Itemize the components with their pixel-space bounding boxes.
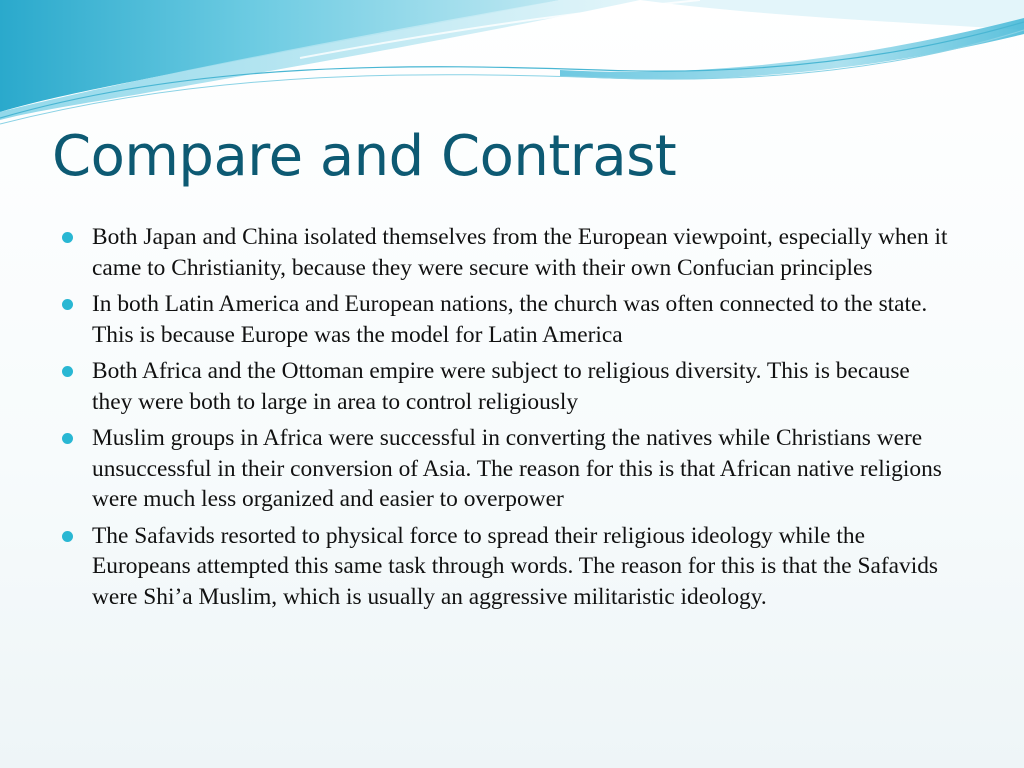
bullet-text: Both Japan and China isolated themselves from the European viewpoint, especially when it came to Christianity, because they were secure with their own Confucian principles	[92, 224, 948, 281]
slide-title: Compare and Contrast	[52, 124, 677, 189]
bullet-item	[60, 222, 955, 283]
bullet-item	[60, 521, 955, 613]
bullet-item	[60, 423, 955, 515]
bullet-text: Both Africa and the Ottoman empire were subject to religious diversity. This is because they were both to large in area to control religiously	[92, 358, 910, 415]
bullet-dot-icon	[62, 366, 73, 377]
bullet-dot-icon	[62, 232, 73, 243]
wave-band-right	[640, 0, 1024, 30]
bullet-text: The Safavids resorted to physical force to spread their religious ideology while the Europeans attempted this same task through words. The reason for this is that the Safavids were Shi’a Muslim, which is usually an aggressive militaristic ideology.	[92, 522, 939, 610]
bullet-item	[60, 289, 955, 350]
bullet-dot-icon	[62, 433, 73, 444]
bullet-text: In both Latin America and European nations, the church was often connected to the state. This is because Europe was the model for Latin America	[92, 291, 928, 348]
bullet-dot-icon	[62, 299, 73, 310]
bullet-item	[60, 356, 955, 417]
bullet-text: Muslim groups in Africa were successful in converting the natives while Christians were unsuccessful in their conversion of Asia. The reason for this is that African native religions were much less organized and easier to overpower	[92, 425, 942, 512]
header-wave-decoration	[0, 0, 1024, 130]
bullet-dot-icon	[62, 531, 73, 542]
bullet-list	[60, 222, 955, 618]
